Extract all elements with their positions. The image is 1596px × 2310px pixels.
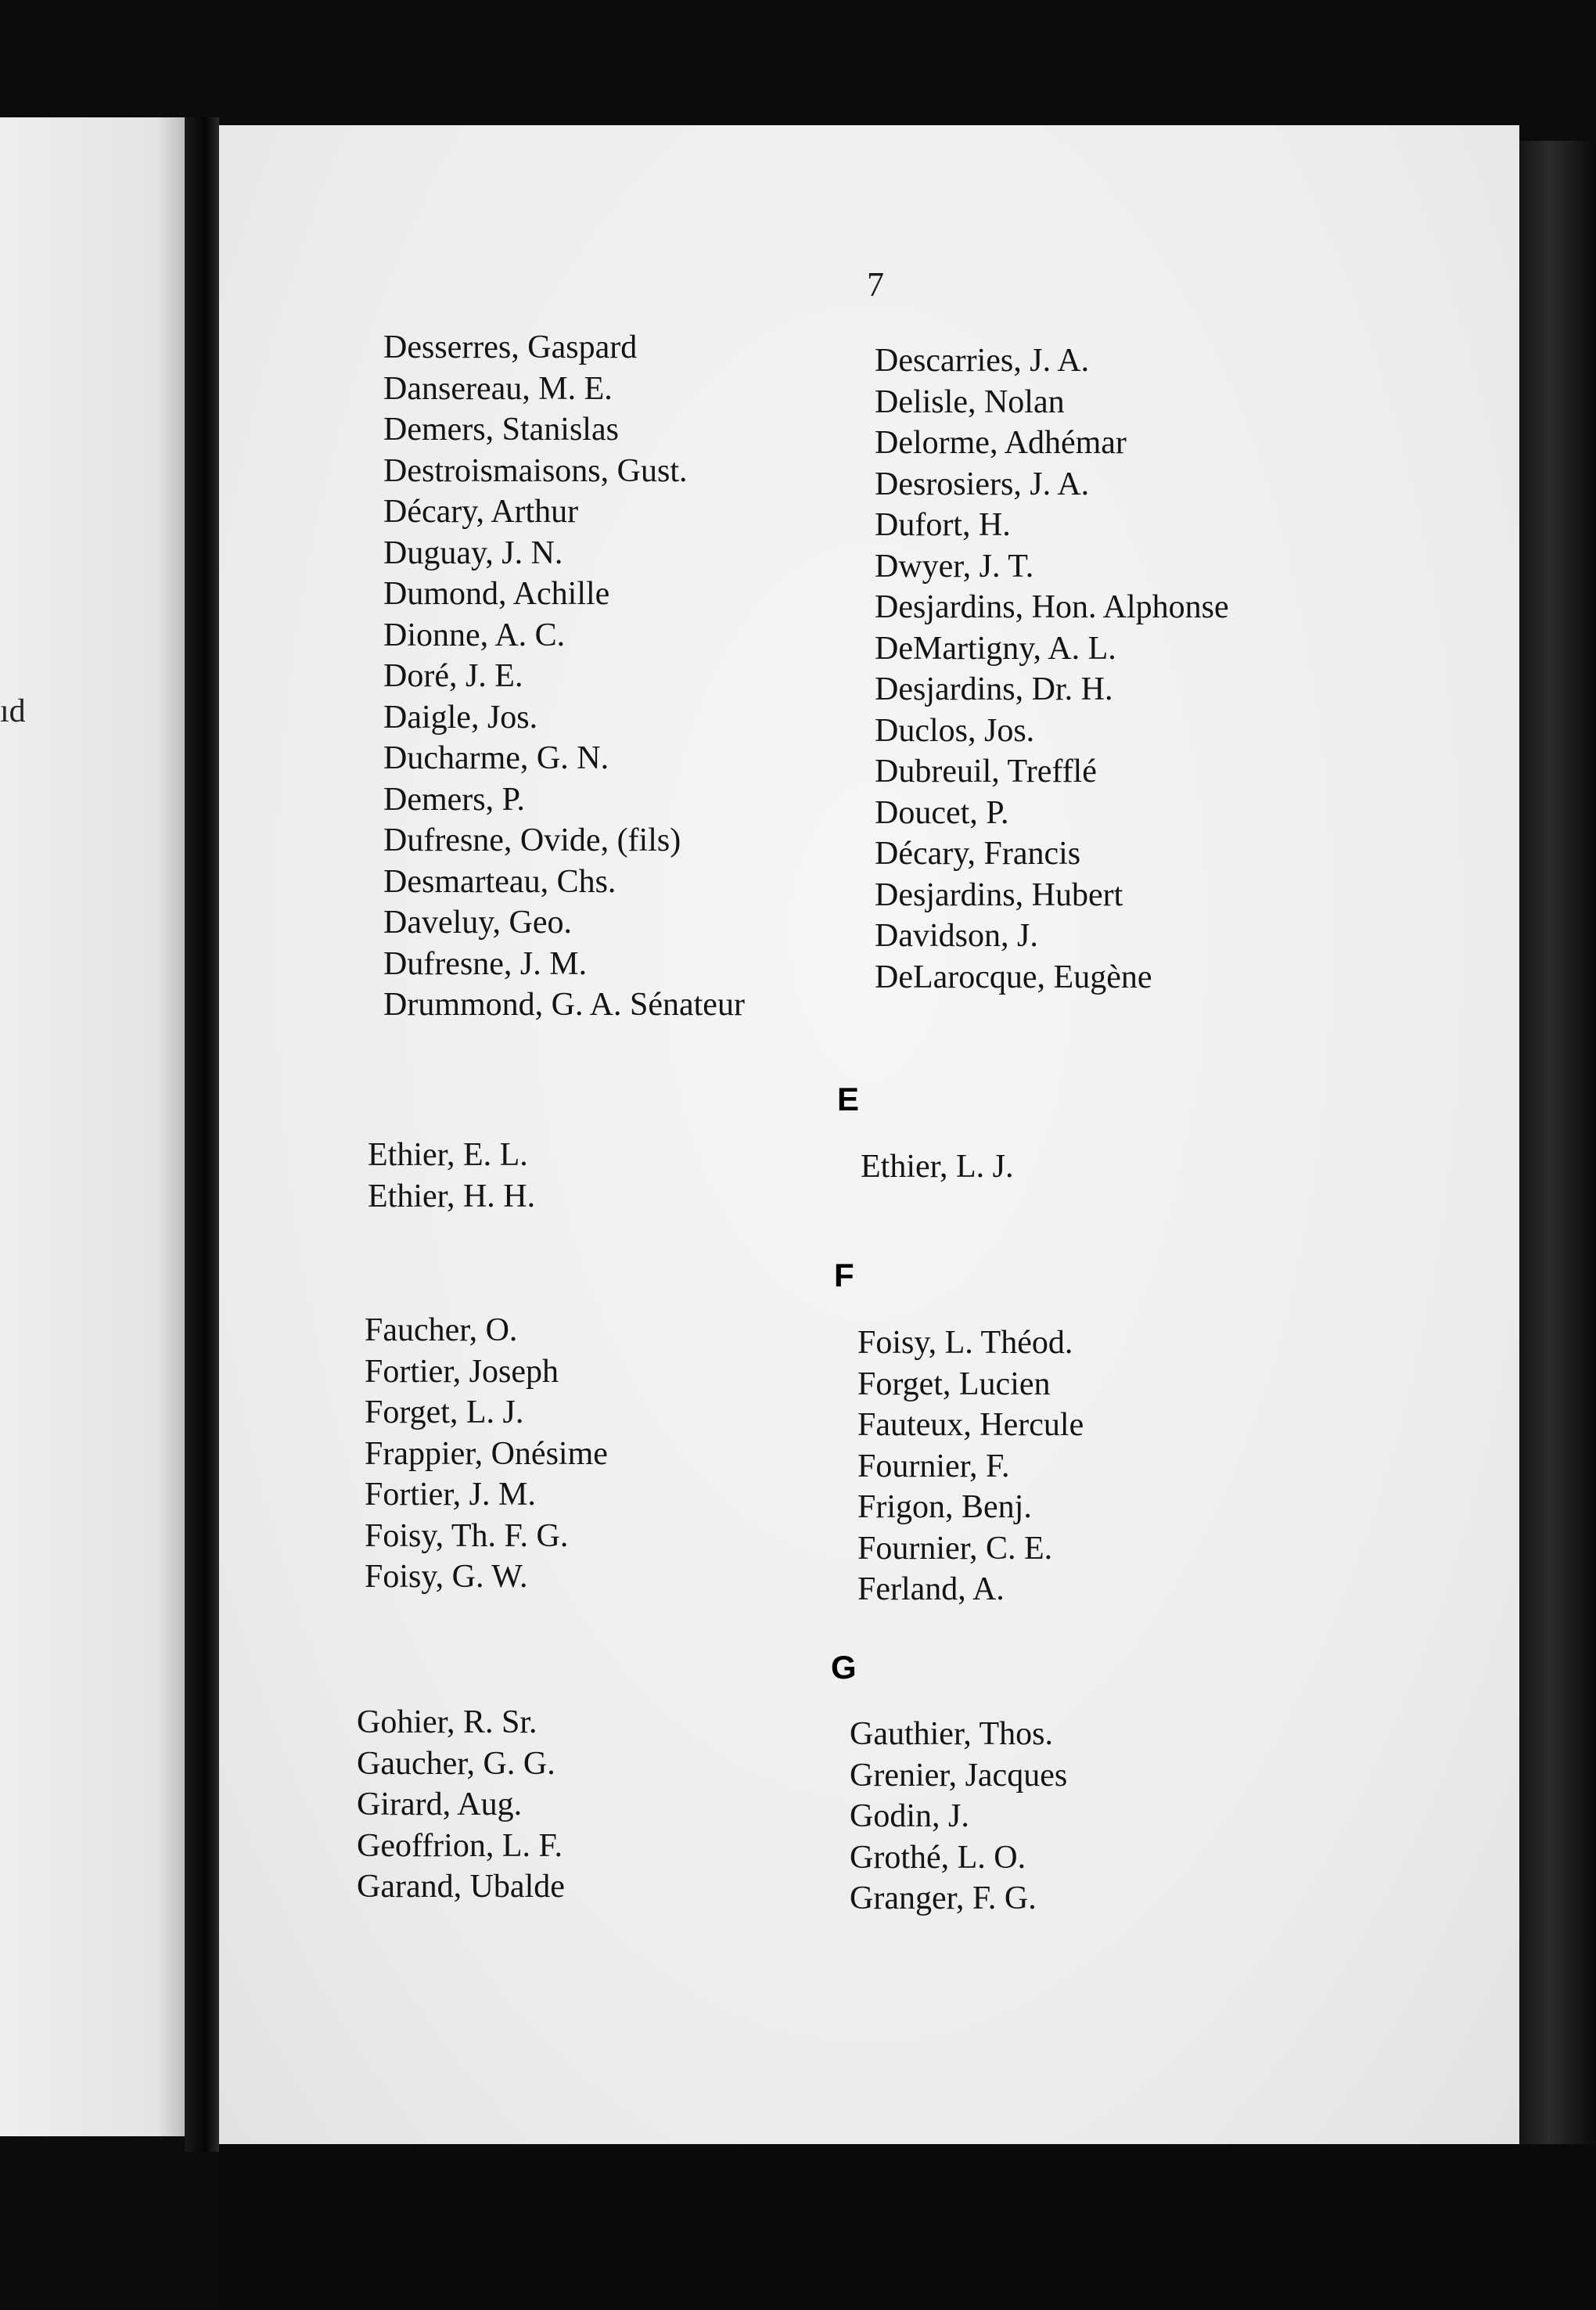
name-entry: Desserres, Gaspard <box>383 329 638 365</box>
name-entry: Foisy, L. Théod. <box>857 1325 1073 1361</box>
name-entry: Forget, Lucien <box>857 1365 1051 1402</box>
name-entry: Doré, J. E. <box>383 658 523 694</box>
name-entry: Forget, L. J. <box>365 1394 524 1430</box>
section-g-right-column <box>850 1714 1067 1920</box>
section-e-right-column <box>861 1146 1013 1188</box>
name-entry: Ethier, E. L. <box>368 1137 528 1173</box>
left-page <box>0 117 185 2136</box>
left-page-text-fragment: ıd <box>0 693 26 729</box>
name-entry: Dionne, A. C. <box>383 617 566 653</box>
section-d-left-column <box>383 327 745 1026</box>
name-entry: Foisy, Th. F. G. <box>365 1517 569 1554</box>
name-entry: Duclos, Jos. <box>875 712 1035 749</box>
bottom-shadow <box>219 2144 1596 2310</box>
name-entry: Davidson, J. <box>875 918 1038 954</box>
name-entry: Destroismaisons, Gust. <box>383 452 688 489</box>
name-entry: Demers, Stanislas <box>383 412 619 448</box>
name-entry: Fournier, C. E. <box>857 1530 1053 1567</box>
section-e-left-column <box>368 1135 535 1217</box>
name-entry: Desjardins, Hon. Alphonse <box>875 589 1229 625</box>
section-f-left-column <box>365 1310 608 1598</box>
name-entry: Foisy, G. W. <box>365 1559 528 1595</box>
page-edge <box>1519 141 1596 2175</box>
name-entry: DeLarocque, Eugène <box>875 959 1152 995</box>
name-entry: Doucet, P. <box>875 794 1009 831</box>
name-entry: Gauthier, Thos. <box>850 1716 1053 1752</box>
name-entry: Desmarteau, Chs. <box>383 863 616 900</box>
name-entry: Desrosiers, J. A. <box>875 466 1090 502</box>
name-entry: Geoffrion, L. F. <box>357 1827 563 1864</box>
name-entry: Godin, J. <box>850 1798 969 1834</box>
book-gutter <box>185 117 219 2152</box>
name-entry: Duguay, J. N. <box>383 534 563 571</box>
name-entry: Ferland, A. <box>857 1571 1005 1607</box>
name-entry: Grenier, Jacques <box>850 1757 1068 1794</box>
section-d-right-column <box>875 340 1229 998</box>
name-entry: Desjardins, Hubert <box>875 876 1123 913</box>
section-g-left-column <box>357 1702 565 1908</box>
name-entry: Décary, Arthur <box>383 494 579 530</box>
name-entry: Dwyer, J. T. <box>875 548 1034 585</box>
name-entry: Dumond, Achille <box>383 576 610 612</box>
name-entry: Ducharme, G. N. <box>383 740 609 776</box>
name-entry: Frappier, Onésime <box>365 1435 608 1472</box>
name-entry: Dansereau, M. E. <box>383 370 613 407</box>
name-entry: Gaucher, G. G. <box>357 1745 555 1782</box>
name-entry: Ethier, H. H. <box>368 1178 536 1214</box>
name-entry: Demers, P. <box>383 781 525 818</box>
section-f-right-column <box>857 1322 1084 1610</box>
section-letter-f: F <box>834 1257 854 1294</box>
name-entry: Fortier, J. M. <box>365 1477 536 1513</box>
name-entry: Fortier, Joseph <box>365 1353 559 1390</box>
name-entry: Daveluy, Geo. <box>383 905 573 941</box>
name-entry: Garand, Ubalde <box>357 1869 565 1905</box>
name-entry: Girard, Aug. <box>357 1786 523 1822</box>
name-entry: Delisle, Nolan <box>875 383 1065 420</box>
name-entry: Delorme, Adhémar <box>875 425 1127 461</box>
name-entry: Décary, Francis <box>875 836 1081 872</box>
section-letter-g: G <box>831 1649 857 1686</box>
name-entry: Grothé, L. O. <box>850 1839 1026 1876</box>
name-entry: Frigon, Benj. <box>857 1489 1032 1525</box>
name-entry: Granger, F. G. <box>850 1880 1037 1916</box>
name-entry: Gohier, R. Sr. <box>357 1704 537 1740</box>
name-entry: Daigle, Jos. <box>383 699 538 736</box>
name-entry: Descarries, J. A. <box>875 343 1090 379</box>
name-entry: Fournier, F. <box>857 1448 1010 1484</box>
name-entry: DeMartigny, A. L. <box>875 630 1116 667</box>
name-entry: Dubreuil, Trefflé <box>875 754 1097 790</box>
name-entry: Dufresne, J. M. <box>383 945 588 982</box>
name-entry: Faucher, O. <box>365 1312 518 1348</box>
name-entry: Fauteux, Hercule <box>857 1407 1084 1443</box>
name-entry: Drummond, G. A. Sénateur <box>383 987 745 1023</box>
name-entry: Ethier, L. J. <box>861 1149 1014 1185</box>
name-entry: Desjardins, Dr. H. <box>875 671 1113 707</box>
section-letter-e: E <box>837 1081 860 1117</box>
page-number: 7 <box>867 265 884 304</box>
name-entry: Dufresne, Ovide, (fils) <box>383 822 681 858</box>
name-entry: Dufort, H. <box>875 507 1011 543</box>
